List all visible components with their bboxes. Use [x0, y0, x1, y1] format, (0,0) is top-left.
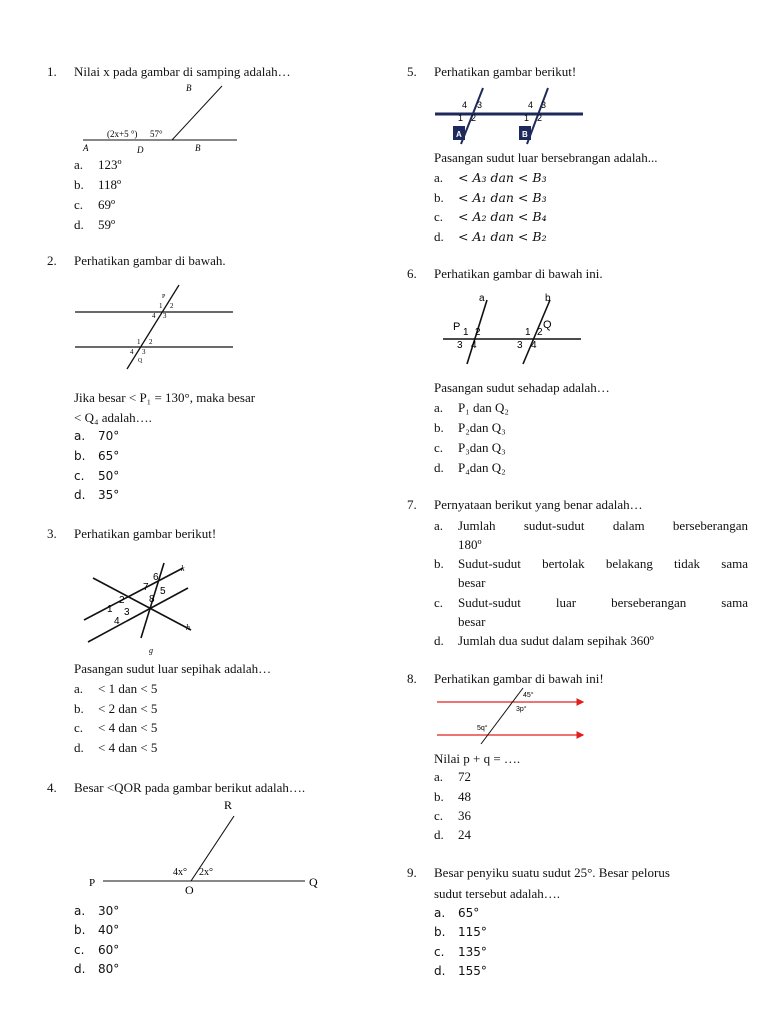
- question-text: Nilai x pada gambar di samping adalah…: [74, 64, 291, 79]
- intersecting-lines-figure-3: [81, 558, 211, 658]
- option-b[interactable]: b. 40°: [74, 923, 120, 937]
- question-number: 2.: [47, 253, 57, 268]
- parallel-lines-figure-5: [435, 86, 585, 146]
- point-label: D: [137, 145, 144, 155]
- svg-text:A: A: [456, 130, 462, 139]
- option-d[interactable]: d. 35°: [74, 488, 120, 502]
- option-a[interactable]: a. 65°: [434, 906, 480, 920]
- svg-text:6: 6: [153, 572, 159, 583]
- svg-text:3: 3: [163, 312, 167, 320]
- svg-text:h: h: [186, 623, 190, 632]
- option-d[interactable]: d. Jumlah dua sudut dalam sepihak 360º: [434, 633, 654, 648]
- svg-text:P: P: [89, 877, 96, 889]
- option-d[interactable]: d. 155°: [434, 964, 487, 978]
- angle-expression: (2x+5 °): [107, 129, 138, 139]
- svg-text:4: 4: [114, 616, 120, 627]
- option-a[interactable]: a. 30°: [74, 904, 120, 918]
- option-b[interactable]: b. Sudut-sudut bertolak belakang tidak sama: [434, 556, 748, 571]
- svg-text:2: 2: [471, 113, 477, 123]
- svg-text:3p°: 3p°: [516, 706, 527, 713]
- option-a[interactable]: a. Jumlah sudut-sudut dalam berseberangan: [434, 518, 748, 533]
- svg-text:7: 7: [143, 582, 149, 593]
- option-b[interactable]: b. 48: [434, 789, 471, 804]
- question-text-continued: sudut tersebut adalah….: [434, 886, 560, 901]
- svg-text:g: g: [149, 646, 153, 655]
- svg-text:a: a: [479, 293, 485, 304]
- question-number: 1.: [47, 64, 57, 79]
- parallel-lines-figure-6: [437, 288, 587, 368]
- question-stem: Pasangan sudut luar bersebrangan adalah...: [434, 150, 658, 165]
- svg-text:O: O: [185, 883, 194, 896]
- option-d[interactable]: d. < 4 dan < 5: [74, 740, 158, 755]
- parallel-lines-figure-2: [75, 283, 235, 373]
- question-number: 5.: [407, 64, 417, 79]
- point-label: A: [83, 143, 89, 153]
- option-d[interactable]: d. P₄dan Q₂: [434, 460, 506, 475]
- question-number: 7.: [407, 497, 417, 512]
- svg-text:P: P: [453, 321, 461, 333]
- question-text: Perhatikan gambar berikut!: [434, 64, 577, 79]
- svg-text:Q: Q: [138, 358, 143, 364]
- svg-text:2: 2: [475, 327, 481, 338]
- svg-text:3: 3: [124, 607, 130, 618]
- svg-text:8: 8: [149, 594, 155, 605]
- svg-text:1: 1: [137, 338, 141, 346]
- question-stem: Nilai p + q = ….: [434, 751, 521, 766]
- option-d[interactable]: d. 59º: [74, 217, 116, 232]
- option-c[interactable]: c. 36: [434, 808, 471, 823]
- svg-text:3: 3: [517, 340, 523, 351]
- svg-text:1: 1: [524, 113, 530, 123]
- point-label: B: [186, 83, 192, 93]
- option-a[interactable]: a. 123º: [74, 157, 122, 172]
- question-stem: Pasangan sudut luar sepihak adalah…: [74, 661, 272, 676]
- question-text: Perhatikan gambar di bawah ini!: [434, 671, 604, 686]
- svg-text:3: 3: [477, 100, 483, 110]
- question-text: Perhatikan gambar berikut!: [74, 526, 217, 541]
- svg-text:2: 2: [149, 338, 153, 346]
- svg-text:4: 4: [130, 348, 134, 356]
- option-b[interactable]: b. 115°: [434, 925, 487, 939]
- option-c[interactable]: c. 69º: [74, 197, 116, 212]
- svg-text:2: 2: [537, 327, 543, 338]
- question-number: 3.: [47, 526, 57, 541]
- svg-text:4: 4: [152, 312, 156, 320]
- svg-text:3: 3: [457, 340, 463, 351]
- option-c[interactable]: c. 50°: [74, 469, 120, 483]
- option-d[interactable]: d. 24: [434, 827, 471, 842]
- option-c[interactable]: c. 60°: [74, 943, 120, 957]
- svg-text:1: 1: [159, 302, 163, 310]
- svg-text:4: 4: [528, 100, 534, 110]
- question-stem: Jika besar < P₁ = 130°, maka besar: [74, 390, 256, 405]
- svg-text:4: 4: [462, 100, 468, 110]
- question-stem: < Q₄ adalah….: [74, 410, 152, 425]
- svg-text:P: P: [162, 294, 166, 300]
- option-d[interactable]: d. < A₁ dan < B₂: [434, 229, 547, 244]
- option-d[interactable]: d. 80°: [74, 962, 120, 976]
- question-number: 8.: [407, 671, 417, 686]
- svg-text:1: 1: [525, 327, 531, 338]
- svg-text:2: 2: [537, 113, 543, 123]
- question-stem: Pasangan sudut sehadap adalah…: [434, 380, 610, 395]
- parallel-lines-figure-8: [435, 686, 595, 746]
- option-b[interactable]: b. P₂dan Q₃: [434, 420, 506, 435]
- question-text: Perhatikan gambar di bawah.: [74, 253, 226, 268]
- svg-text:Q: Q: [309, 875, 318, 889]
- svg-text:4x°: 4x°: [173, 867, 187, 878]
- svg-text:4: 4: [471, 340, 477, 351]
- option-c[interactable]: c. 135°: [434, 945, 487, 959]
- option-c[interactable]: c. P₃dan Q₃: [434, 440, 506, 455]
- angle-figure-1: [77, 80, 257, 156]
- svg-text:45°: 45°: [523, 692, 534, 699]
- question-number: 6.: [407, 266, 417, 281]
- svg-text:Q: Q: [543, 319, 552, 331]
- option-b[interactable]: b. 118º: [74, 177, 122, 192]
- svg-text:R: R: [224, 798, 233, 812]
- svg-text:3: 3: [142, 348, 146, 356]
- svg-text:b: b: [545, 293, 551, 304]
- question-number: 9.: [407, 865, 417, 880]
- option-c[interactable]: c. Sudut-sudut luar berseberangan sama: [434, 595, 748, 610]
- svg-text:B: B: [522, 130, 528, 139]
- option-c[interactable]: c. < 4 dan < 5: [74, 720, 158, 735]
- svg-text:4: 4: [531, 340, 537, 351]
- option-b[interactable]: b. 65°: [74, 449, 120, 463]
- svg-text:1: 1: [463, 327, 469, 338]
- question-text: Pernyataan berikut yang benar adalah…: [434, 497, 643, 512]
- question-number: 4.: [47, 780, 57, 795]
- svg-text:2: 2: [170, 302, 174, 310]
- option-b[interactable]: b. < 2 dan < 5: [74, 701, 158, 716]
- question-text: Perhatikan gambar di bawah ini.: [434, 266, 603, 281]
- option-a[interactable]: a. < 1 dan < 5: [74, 681, 158, 696]
- svg-text:k: k: [181, 564, 185, 573]
- angle-value: 57°: [150, 129, 163, 139]
- svg-text:3: 3: [541, 100, 547, 110]
- svg-text:2: 2: [119, 595, 125, 606]
- svg-text:1: 1: [107, 604, 113, 615]
- option-c[interactable]: c. < A₂ dan < B₄: [434, 209, 547, 224]
- svg-text:2x°: 2x°: [199, 867, 213, 878]
- option-a[interactable]: a. < A₃ dan < B₃: [434, 170, 547, 185]
- option-b[interactable]: b. < A₁ dan < B₃: [434, 190, 547, 205]
- svg-text:5: 5: [160, 586, 166, 597]
- angle-figure-4: [87, 796, 377, 896]
- question-text: Besar penyiku suatu sudut 25°. Besar pelorus: [434, 865, 670, 880]
- question-text: Besar <QOR pada gambar berikut adalah….: [74, 780, 306, 795]
- svg-text:1: 1: [458, 113, 464, 123]
- option-a[interactable]: a. 72: [434, 769, 471, 784]
- option-a[interactable]: a. P₁ dan Q₂: [434, 400, 509, 415]
- option-a[interactable]: a. 70°: [74, 429, 120, 443]
- svg-text:5q°: 5q°: [477, 725, 488, 732]
- point-label: B: [195, 143, 201, 153]
